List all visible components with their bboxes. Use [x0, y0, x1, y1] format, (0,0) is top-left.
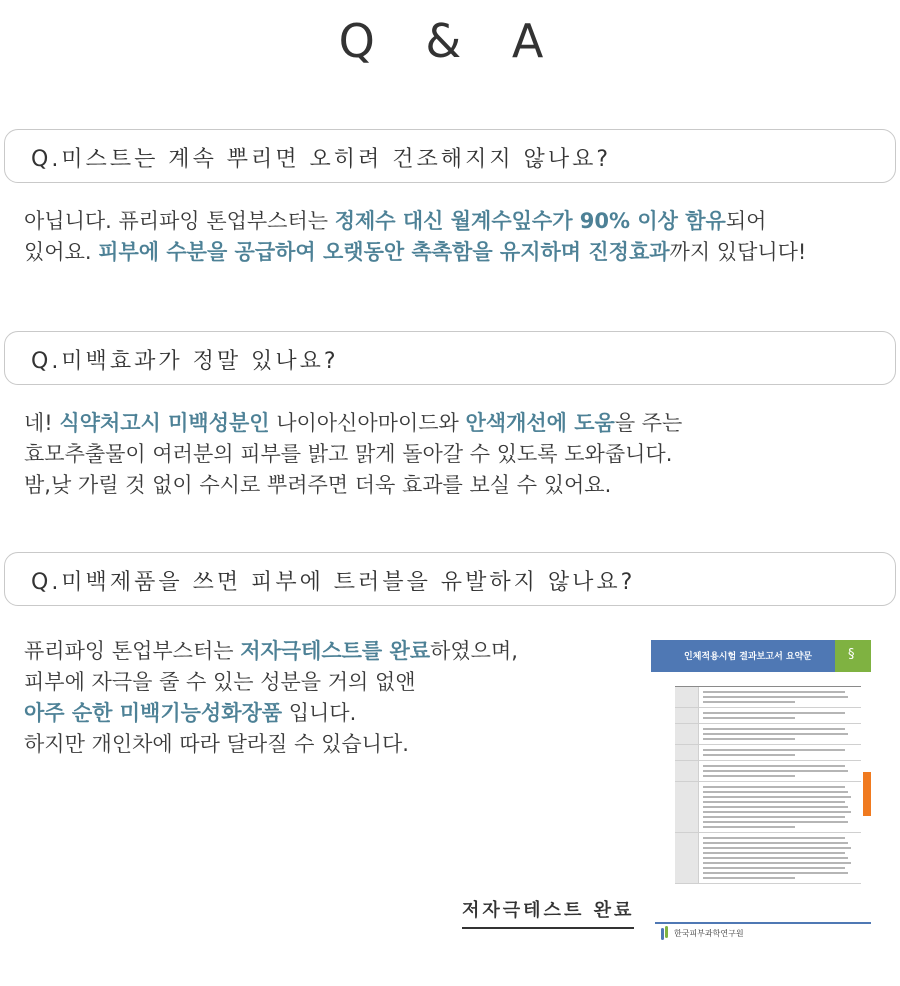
- answer-highlight: 정제수 대신 월계수잎수가 90% 이상 함유: [334, 209, 726, 233]
- answer-line: [24, 729, 518, 760]
- report-table: [675, 686, 861, 924]
- answer-text: 퓨리파잉 톤업부스터는: [24, 639, 241, 663]
- faq-question-2-text: Q.미백효과가 정말 있나요?: [31, 349, 339, 374]
- faq-answer-2: [24, 408, 682, 501]
- institute-logo-mark: [661, 926, 671, 940]
- page-title: Q & A: [338, 14, 562, 68]
- answer-highlight: 식약처고시 미백성분인: [59, 411, 270, 435]
- answer-text: 네!: [24, 411, 60, 435]
- answer-highlight: 아주 순한 미백기능성화장품: [24, 701, 283, 725]
- answer-line: [24, 636, 518, 667]
- answer-text: 까지 있답니다!: [669, 240, 807, 264]
- answer-text: 효모추출물이 여러분의 피부를 밝고 맑게 돌아갈 수 있도록 도와줍니다.: [24, 442, 673, 466]
- report-header-badge: [835, 640, 871, 672]
- faq-question-1[interactable]: [4, 129, 896, 183]
- report-header-title: 인체적용시험 결과보고서 요약문: [684, 652, 812, 662]
- answer-line: [24, 408, 682, 439]
- answer-text: 하지만 개인차에 따라 달라질 수 있습니다.: [24, 732, 409, 756]
- answer-text: 하였으며,: [430, 639, 518, 663]
- answer-highlight: 안색개선에 도움: [465, 411, 615, 435]
- answer-highlight: 피부에 수분을 공급하여 오랫동안 촉촉함을 유지하며 진정효과: [98, 240, 670, 264]
- report-table-row: [675, 745, 861, 761]
- report-table-row: [675, 708, 861, 724]
- test-report-image: [651, 640, 871, 945]
- answer-line: [24, 470, 682, 501]
- faq-answer-3: [24, 636, 518, 760]
- answer-line: [24, 667, 518, 698]
- answer-text: 밤,낮 가릴 것 없이 수시로 뿌려주면 더욱 효과를 보실 수 있어요.: [24, 473, 612, 497]
- answer-text: 있어요.: [24, 240, 99, 264]
- faq-question-1-text: Q.미스트는 계속 뿌리면 오히려 건조해지지 않나요?: [31, 147, 611, 172]
- institute-logo: [661, 926, 744, 940]
- report-header: [651, 640, 871, 672]
- answer-line: [24, 698, 518, 729]
- answer-line: [24, 439, 682, 470]
- institute-logo-text: 한국피부과학연구원: [674, 928, 744, 938]
- report-table-row: [675, 724, 861, 745]
- faq-question-3[interactable]: [4, 552, 896, 606]
- faq-question-3-text: Q.미백제품을 쓰면 피부에 트러블을 유발하지 않나요?: [31, 570, 636, 595]
- answer-line: [24, 237, 806, 268]
- answer-text: 피부에 자극을 줄 수 있는 성분을 거의 없앤: [24, 670, 416, 694]
- dna-icon: §: [848, 647, 855, 662]
- answer-highlight: 저자극테스트를 완료: [240, 639, 431, 663]
- faq-answer-1: [24, 206, 806, 268]
- answer-text: 아닙니다. 퓨리파잉 톤업부스터는: [24, 209, 335, 233]
- answer-line: [24, 206, 806, 237]
- report-table-row: [675, 761, 861, 782]
- answer-text: 을 주는: [614, 411, 683, 435]
- report-table-row: [675, 833, 861, 884]
- faq-question-2[interactable]: [4, 331, 896, 385]
- report-side-tab: [863, 772, 871, 816]
- report-footer-line: [655, 922, 871, 924]
- answer-text: 되어: [725, 209, 767, 233]
- answer-text: 입니다.: [282, 701, 357, 725]
- answer-text: 나이아신아마이드와: [269, 411, 466, 435]
- report-table-row: [675, 782, 861, 833]
- report-table-row: [675, 687, 861, 708]
- low-irritation-caption: 저자극테스트 완료: [462, 896, 634, 929]
